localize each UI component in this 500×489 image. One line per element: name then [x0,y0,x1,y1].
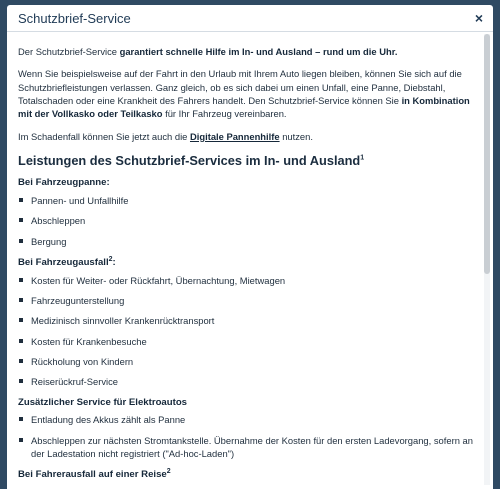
list-elektroautos [18,413,473,460]
list-item: Reiserückruf-Service [18,375,473,388]
schutzbrief-dialog [7,5,493,489]
list-item: Abschleppen zur nächsten Stromtankstelle. Übernahme der Kosten für den ersten Ladevorgang, sofern an der Ladestation nicht registriert ("Ad-hoc-Laden") [18,434,473,461]
list-fahrzeugausfall [18,274,473,389]
scrollbar-track[interactable] [484,34,490,485]
dialog-content[interactable] [7,32,481,489]
dialog-header [7,5,493,32]
intro-paragraph-3: Im Schadenfall können Sie jetzt auch die Digitale Pannenhilfe nutzen. [18,130,313,142]
services-heading: Leistungen des Schutzbrief-Services im In- und Ausland$^1$ [18,153,365,169]
intro-paragraph-2: Wenn Sie beispielsweise auf der Fahrt in den Urlaub mit Ihrem Auto liegen bleiben, können Sie sich auf die Schutzbriefleistungen verlassen. Ganz gleich, ob es sich dabei um einen Unfall, eine Panne, Diebstahl, Totalschaden oder eine Krankheit des Fahrers handelt. Den Schutzbrief-Service können Sie in Kombination mit der Vollkasko oder Teilkasko für Ihr Fahrzeug vereinbaren. [18,68,470,120]
list-fahrzeugpanne [18,194,473,248]
section-title-fahrzeugausfall: Bei Fahrzeugausfall$^2$: [18,255,116,269]
dialog-title: Schutzbrief-Service [18,10,131,26]
scrollbar-thumb[interactable] [484,34,490,274]
list-item: Rückholung von Kindern [18,355,473,368]
list-item: Entladung des Akkus zählt als Panne [18,413,473,426]
close-icon[interactable]: × [474,10,483,26]
list-item: Medizinisch sinnvoller Krankenrücktransport [18,314,473,327]
digitale-pannenhilfe-link[interactable]: Digitale Pannenhilfe [189,130,280,142]
intro-paragraph-1: Der Schutzbrief-Service garantiert schnelle Hilfe im In- und Ausland – rund um die Uhr. [18,46,398,57]
list-item: Kosten für Weiter- oder Rückfahrt, Übernachtung, Mietwagen [18,274,473,287]
section-title-elektroautos: Zusätzlicher Service für Elektroautos [18,396,188,408]
list-item: Fahrzeugunterstellung [18,294,473,307]
list-item: Pannen- und Unfallhilfe [18,194,473,207]
list-item: Abschleppen [18,214,473,227]
list-item: Bergung [18,235,473,248]
section-title-fahrzeugpanne: Bei Fahrzeugpanne: [18,177,110,189]
list-item: Kosten für Krankenbesuche [18,335,473,348]
section-title-fahrerausfall: Bei Fahrerausfall auf einer Reise$^2$ [18,468,171,481]
